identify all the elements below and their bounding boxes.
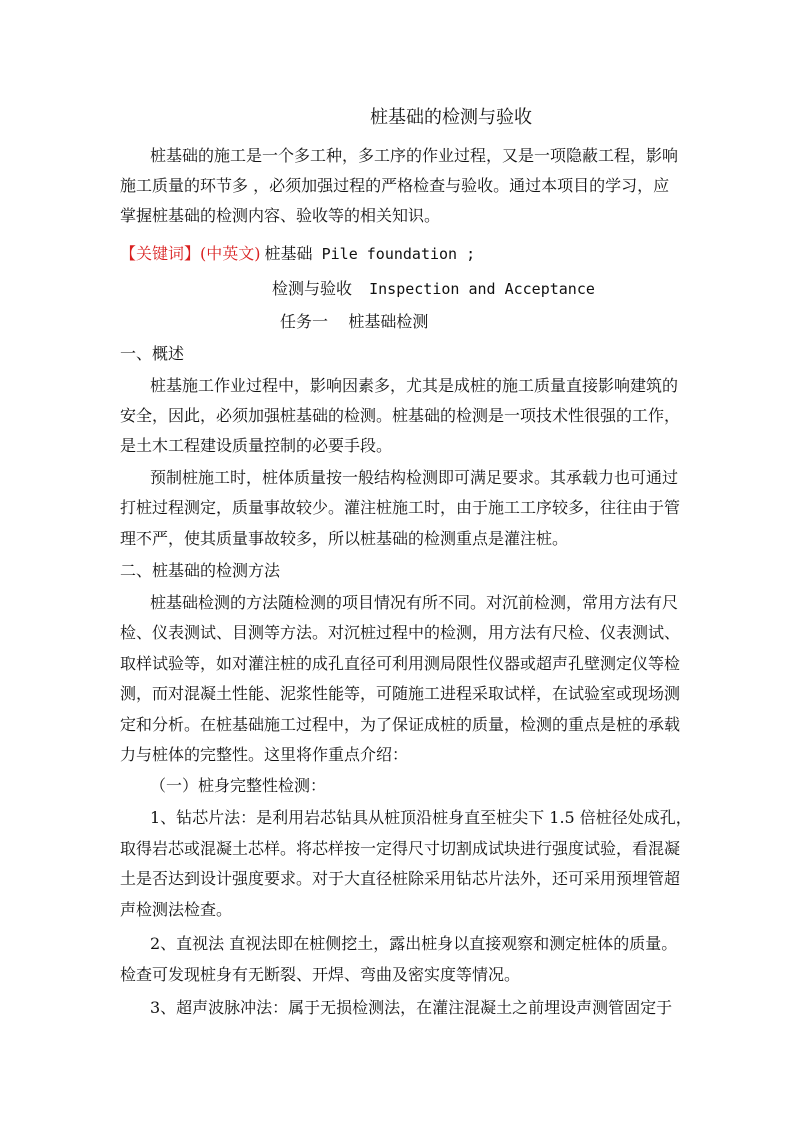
document-title: 桩基础的检测与验收 — [370, 107, 532, 128]
intro-line-2: 施工质量的环节多 ，必须加强过程的严格检查与验收。通过本项目的学习，应 — [120, 176, 670, 195]
section2-p1-line1: 桩基础检测的方法随检测的项目情况有所不同。对沉前检测，常用方法有尺 — [150, 593, 679, 612]
intro-line-1: 桩基础的施工是一个多工种，多工序的作业过程，又是一项隐蔽工程，影响 — [150, 146, 679, 165]
task-title: 任务一 桩基础检测 — [280, 312, 429, 331]
section2-p1-line6: 力与桩体的完整性。这里将作重点介绍： — [120, 745, 409, 764]
keywords-row-2 — [272, 279, 595, 299]
item2-line1: 2、直视法 直视法即在桩侧挖土，露出桩身以直接观察和测定桩体的质量。 — [150, 934, 678, 953]
section2-p1-line3: 取样试验等，如对灌注桩的成孔直径可利用测局限性仪器或超声孔壁测定仪等检 — [120, 654, 681, 673]
keyword-en-1: Pile foundation ; — [321, 245, 476, 263]
item1-line3: 土是否达到设计强度要求。对于大直径桩除采用钻芯片法外，还可采用预埋管超 — [120, 869, 681, 888]
item2-line2: 检查可发现桩身有无断裂、开焊、弯曲及密实度等情况。 — [120, 965, 521, 984]
section2-heading: 二、桩基础的检测方法 — [120, 561, 281, 580]
section1-heading: 一、概述 — [120, 344, 185, 363]
section1-p2-line3: 理不严，使其质量事故较多，所以桩基础的检测重点是灌注桩。 — [120, 529, 569, 548]
intro-line-3: 掌握桩基础的检测内容、验收等的相关知识。 — [120, 206, 441, 225]
section1-p1-line3: 是土木工程建设质量控制的必要手段。 — [120, 436, 393, 455]
keywords-label: 【关键词】(中英文) — [120, 244, 261, 263]
keyword-cn-2: 检测与验收 — [272, 279, 353, 298]
section2-sub-heading: （一）桩身完整性检测： — [150, 776, 327, 795]
section2-p1-line5: 定和分析。在桩基础施工过程中，为了保证成桩的质量，检测的重点是桩的承载 — [120, 715, 681, 734]
keyword-cn-1: 桩基础 — [264, 244, 313, 263]
keywords-row-1 — [120, 244, 475, 264]
item1-line1: 1、钻芯片法：是利用岩芯钻具从桩顶沿桩身直至桩尖下 1.5 倍桩径处成孔， — [150, 808, 692, 827]
section1-p1-line1: 桩基施工作业过程中，影响因素多，尤其是成桩的施工质量直接影响建筑的 — [150, 376, 679, 395]
section2-p1-line2: 检、仪表测试、目测等方法。对沉桩过程中的检测，用方法有尺检、仪表测试、 — [120, 623, 681, 642]
section1-p2-line1: 预制桩施工时，桩体质量按一般结构检测即可满足要求。其承载力也可通过 — [150, 468, 679, 487]
item1-line2: 取得岩芯或混凝土芯样。将芯样按一定得尺寸切割成试块进行强度试验，看混凝 — [120, 839, 681, 858]
section1-p1-line2: 安全，因此，必须加强桩基础的检测。桩基础的检测是一项技术性很强的工作， — [120, 406, 681, 425]
item1-line4: 声检测法检查。 — [120, 900, 233, 919]
keyword-en-2: Inspection and Acceptance — [369, 280, 595, 298]
section2-p1-line4: 测，而对混凝土性能、泥浆性能等，可随施工进程采取试样，在试验室或现场测 — [120, 684, 681, 703]
item3-line1: 3、超声波脉冲法：属于无损检测法，在灌注混凝土之前埋设声测管固定于 — [150, 998, 673, 1017]
section1-p2-line2: 打桩过程测定，质量事故较少。灌注桩施工时，由于施工工序较多，往往由于管 — [120, 498, 681, 517]
